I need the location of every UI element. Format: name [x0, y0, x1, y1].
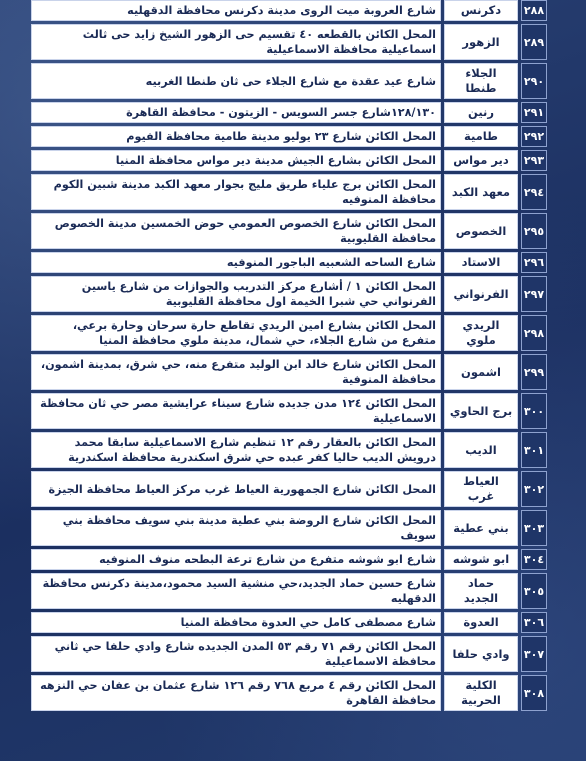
table-row	[31, 24, 547, 60]
table-row	[31, 174, 547, 210]
branch-address: المحل الكائن برج علياء طريق مليج بجوار معهد الكبد مدينة شبين الكوم محافظة المنوفيه	[31, 174, 441, 210]
branch-name: الاستاد	[444, 252, 518, 273]
table-row	[31, 0, 547, 21]
branch-address: المحل الكائن بالقطعه ٤٠ تقسيم حى الزهور الشيخ زايد حى ثالث اسماعيلية محافظة الاسماعيلية	[31, 24, 441, 60]
branch-address: شارع مصطفى كامل حي العدوة محافظة المنيا	[31, 612, 441, 633]
table-row	[31, 636, 547, 672]
row-number: ٢٩٣	[521, 150, 547, 171]
row-number: ٣٠٤	[521, 549, 547, 570]
branch-address: المحل الكائن شارع الجمهورية العياط غرب مركز العياط محافظة الجيزة	[31, 471, 441, 507]
table-row	[31, 573, 547, 609]
row-number: ٣٠٥	[521, 573, 547, 609]
table-row	[31, 549, 547, 570]
row-number: ٢٩٧	[521, 276, 547, 312]
branch-name: العياط غرب	[444, 471, 518, 507]
branch-name: ابو شوشه	[444, 549, 518, 570]
branch-address: شارع حسين حماد الجديد،حي منشية السيد محمود،مدينة دكرنس محافظة الدقهليه	[31, 573, 441, 609]
table-row	[31, 213, 547, 249]
table-row	[31, 102, 547, 123]
branch-name: الكلية الحربية	[444, 675, 518, 711]
branch-address: المحل الكائن بالعقار رقم ١٢ تنظيم شارع الاسماعيلية سابقا محمد درويش الديب حاليا كفر عبده حي شرق اسكندرية محافظة اسكندرية	[31, 432, 441, 468]
row-number: ٢٩١	[521, 102, 547, 123]
branch-name: رنين	[444, 102, 518, 123]
row-number: ٢٩٩	[521, 354, 547, 390]
row-number: ٢٩٥	[521, 213, 547, 249]
row-number: ٣٠٨	[521, 675, 547, 711]
row-number: ٣٠٠	[521, 393, 547, 429]
row-number: ٢٨٨	[521, 0, 547, 21]
branch-name: دير مواس	[444, 150, 518, 171]
row-number: ٣٠٧	[521, 636, 547, 672]
branch-name: برج الحاوي	[444, 393, 518, 429]
table-row	[31, 315, 547, 351]
row-number: ٣٠٢	[521, 471, 547, 507]
table-row	[31, 432, 547, 468]
branch-list-frame	[28, 0, 545, 761]
branch-name: الريدي ملوي	[444, 315, 518, 351]
branch-name: الديب	[444, 432, 518, 468]
table-row	[31, 675, 547, 711]
branch-name: دكرنس	[444, 0, 518, 21]
branch-address: المحل الكائن شارع خالد ابن الوليد متفرع منه، حي شرق، بمدينة اشمون، محافظة المنوفية	[31, 354, 441, 390]
branch-address: المحل الكائن شارع الخصوص العمومي حوض الخمسين مدينة الخصوص محافظة القليوبية	[31, 213, 441, 249]
branch-address: المحل الكائن بشارع الجيش مدينة دير مواس محافظة المنيا	[31, 150, 441, 171]
row-number: ٢٩٠	[521, 63, 547, 99]
row-number: ٣٠١	[521, 432, 547, 468]
branch-address: المحل الكائن شارع الروضة بني عطية مدينة بني سويف محافظة بني سويف	[31, 510, 441, 546]
table-row	[31, 150, 547, 171]
branch-address: شارع الساحه الشعبيه الباجور المنوفيه	[31, 252, 441, 273]
branch-table-body	[31, 0, 547, 711]
branch-name: العدوة	[444, 612, 518, 633]
branch-name: الفرنواني	[444, 276, 518, 312]
table-row	[31, 126, 547, 147]
branch-address: شارع ابو شوشه متفرع من شارع ترعة البطحه منوف المنوفيه	[31, 549, 441, 570]
branch-name: الزهور	[444, 24, 518, 60]
branch-name: وادي حلفا	[444, 636, 518, 672]
branch-address: المحل الكائن شارع ٢٣ يوليو مدينة طامية محافظة الفيوم	[31, 126, 441, 147]
branch-address: شارع العروبة ميت الروى مدينة دكرنس محافظة الدقهليه	[31, 0, 441, 21]
branch-address: شارع عيد عقدة مع شارع الجلاء حى ثان طنطا الغربيه	[31, 63, 441, 99]
row-number: ٢٨٩	[521, 24, 547, 60]
table-row	[31, 510, 547, 546]
branch-name: الجلاء طنطا	[444, 63, 518, 99]
branch-name: اشمون	[444, 354, 518, 390]
row-number: ٢٩٢	[521, 126, 547, 147]
branch-address: ١٢٨/١٣٠شارع جسر السويس - الزيتون - محافظة القاهرة	[31, 102, 441, 123]
table-row	[31, 276, 547, 312]
branch-name: الخصوص	[444, 213, 518, 249]
branch-table	[28, 0, 550, 714]
branch-name: معهد الكبد	[444, 174, 518, 210]
branch-name: بني عطية	[444, 510, 518, 546]
branch-address: المحل الكائن ١٢٤ مدن جديده شارع سيناء عرايشية مصر حي ثان محافظة الاسماعيلية	[31, 393, 441, 429]
branch-address: المحل الكائن ١ / أشارع مركز التدريب والجوازات من شارع ياسين الفرنواني حي شبرا الخيمة اول محافظة القليوبية	[31, 276, 441, 312]
row-number: ٢٩٤	[521, 174, 547, 210]
table-row	[31, 393, 547, 429]
table-row	[31, 354, 547, 390]
branch-name: حماد الجديد	[444, 573, 518, 609]
table-row	[31, 471, 547, 507]
row-number: ٣٠٣	[521, 510, 547, 546]
branch-name: طامية	[444, 126, 518, 147]
table-row	[31, 612, 547, 633]
row-number: ٣٠٦	[521, 612, 547, 633]
row-number: ٢٩٨	[521, 315, 547, 351]
branch-address: المحل الكائن رقم ٤ مربع ٧٦٨ رقم ١٢٦ شارع عثمان بن عفان حي النزهه محافظة القاهرة	[31, 675, 441, 711]
branch-address: المحل الكائن رقم ٧١ رقم ٥٣ المدن الجديده شارع وادي حلفا حي ثاني محافظة الاسماعيلية	[31, 636, 441, 672]
table-row	[31, 63, 547, 99]
table-row	[31, 252, 547, 273]
row-number: ٢٩٦	[521, 252, 547, 273]
branch-address: المحل الكائن بشارع امين الريدي تقاطع حارة سرحان وحارة برعي، متفرع من شارع الجلاء، حي شمال، مدينة ملوي محافظة المنيا	[31, 315, 441, 351]
